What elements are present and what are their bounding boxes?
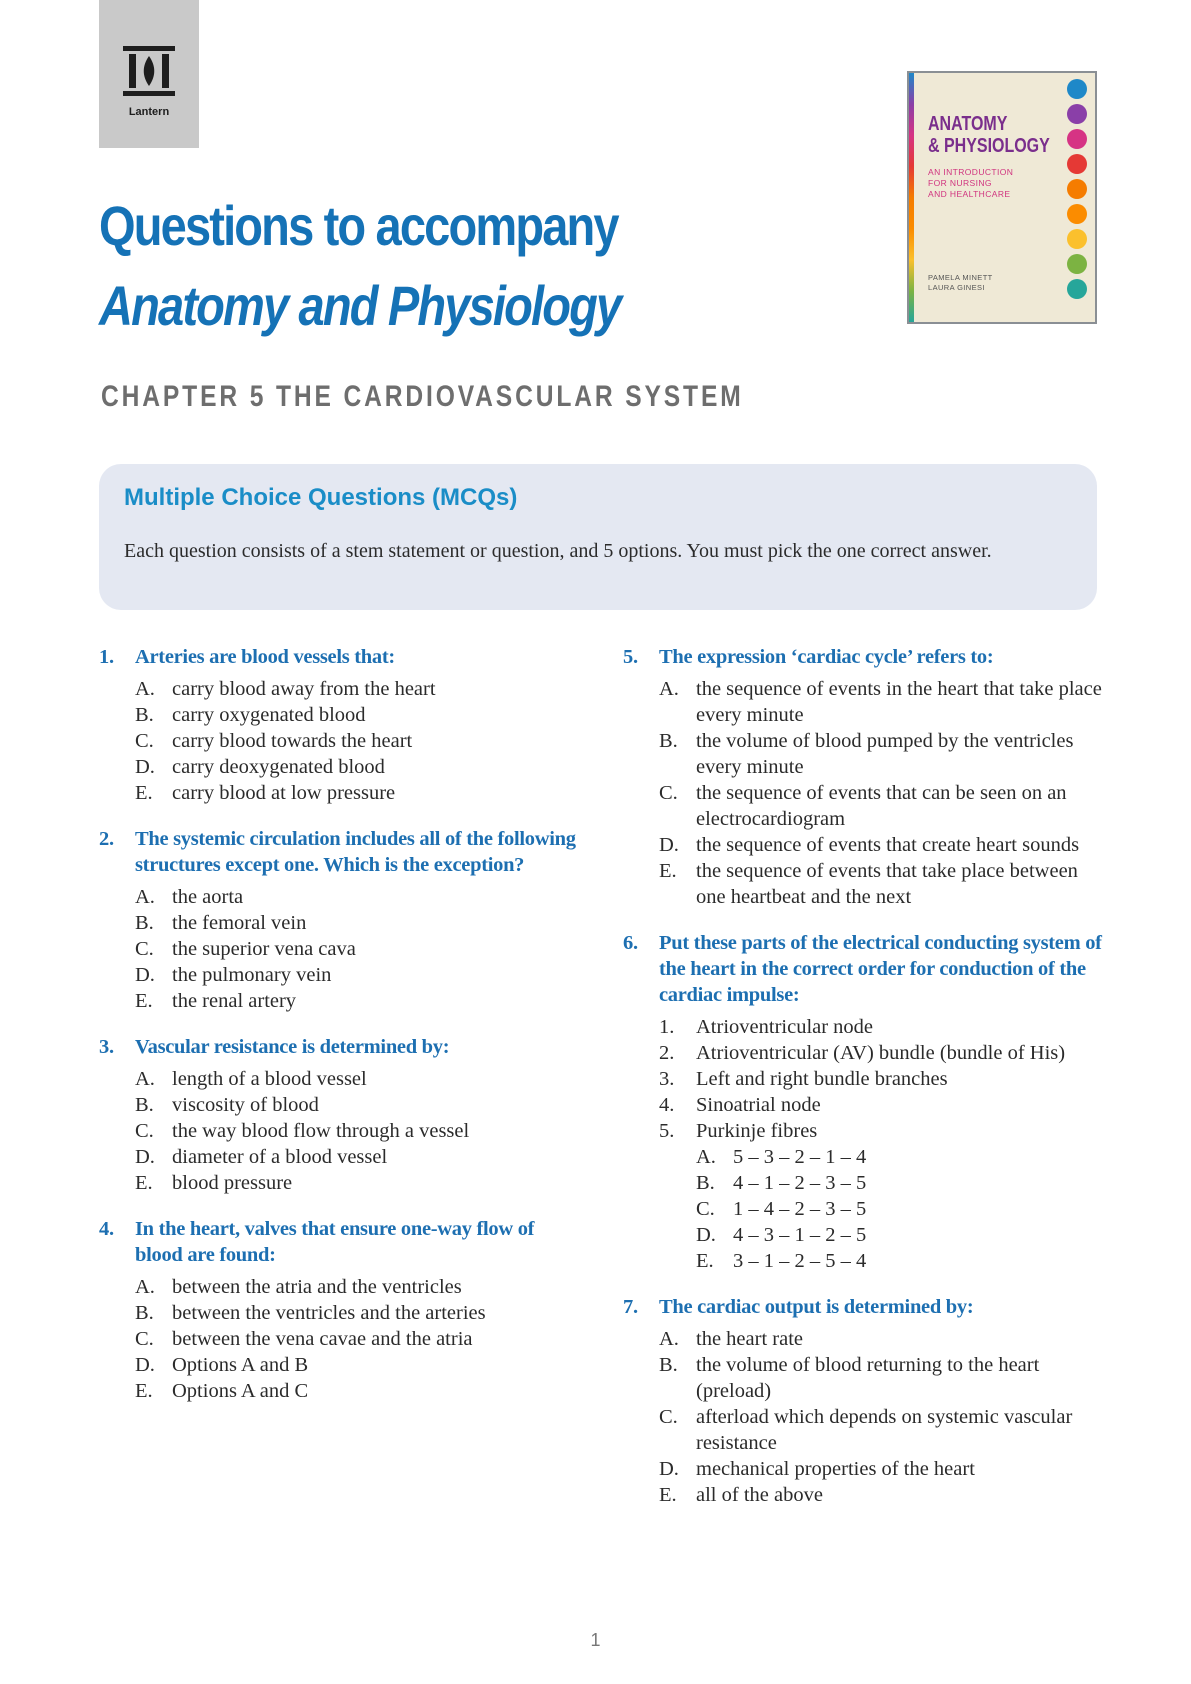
answer-option bbox=[659, 1352, 1103, 1404]
mcq-intro-box bbox=[99, 464, 1097, 610]
option-text: the heart rate bbox=[696, 1328, 803, 1350]
option-text: carry blood towards the heart bbox=[172, 730, 413, 752]
cover-title-line-2: & PHYSIOLOGY bbox=[928, 135, 1050, 157]
question-stem bbox=[623, 1294, 1103, 1320]
option-text: afterload which depends on systemic vascular resistance bbox=[696, 1406, 1073, 1454]
answer-option bbox=[135, 988, 579, 1014]
sequence-item bbox=[659, 1118, 1103, 1144]
question-text: The systemic circulation includes all of the following structures except one. Which is the exception? bbox=[135, 828, 576, 876]
option-letter: B. bbox=[696, 1172, 715, 1194]
body-system-icon bbox=[1067, 79, 1087, 99]
answer-option bbox=[135, 1274, 579, 1300]
sequence-item bbox=[659, 1014, 1103, 1040]
option-letter: E. bbox=[135, 1380, 153, 1402]
sequence-item bbox=[659, 1066, 1103, 1092]
option-text: Options A and B bbox=[172, 1354, 309, 1376]
option-text: 5 – 3 – 2 – 1 – 4 bbox=[733, 1146, 867, 1168]
question-stem bbox=[99, 1216, 579, 1268]
option-text: the volume of blood pumped by the ventricles every minute bbox=[696, 730, 1074, 778]
option-text: the sequence of events in the heart that take place every minute bbox=[696, 678, 1102, 726]
option-list bbox=[99, 676, 579, 806]
cover-subtitle-line-1: AN INTRODUCTION bbox=[928, 167, 1014, 177]
answer-option bbox=[135, 676, 579, 702]
option-letter: C. bbox=[135, 730, 154, 752]
question-7 bbox=[623, 1294, 1103, 1508]
answer-option bbox=[659, 1482, 1103, 1508]
body-system-icon bbox=[1067, 154, 1087, 174]
question-number: 3. bbox=[99, 1036, 114, 1058]
title-line-2: Anatomy and Physiology bbox=[99, 274, 621, 337]
option-text: blood pressure bbox=[172, 1172, 293, 1194]
answer-option bbox=[135, 1144, 579, 1170]
option-list bbox=[99, 1066, 579, 1196]
answer-option bbox=[135, 962, 579, 988]
option-letter: E. bbox=[135, 782, 153, 804]
body-system-icon bbox=[1067, 179, 1087, 199]
answer-option bbox=[135, 754, 579, 780]
answer-option bbox=[659, 832, 1103, 858]
question-stem bbox=[99, 826, 579, 878]
answer-option bbox=[135, 780, 579, 806]
answer-option bbox=[135, 1378, 579, 1404]
option-text: between the atria and the ventricles bbox=[172, 1276, 462, 1298]
answer-option bbox=[135, 1326, 579, 1352]
cover-authors bbox=[928, 273, 993, 293]
answer-option bbox=[135, 1118, 579, 1144]
answer-option bbox=[135, 1352, 579, 1378]
option-letter: B. bbox=[659, 730, 678, 752]
option-text: the volume of blood returning to the heart (preload) bbox=[696, 1354, 1040, 1402]
option-text: the sequence of events that create heart sounds bbox=[696, 834, 1080, 856]
option-letter: B. bbox=[135, 1302, 154, 1324]
option-text: the pulmonary vein bbox=[172, 964, 332, 986]
option-text: 4 – 3 – 1 – 2 – 5 bbox=[733, 1224, 867, 1246]
option-text: between the ventricles and the arteries bbox=[172, 1302, 486, 1324]
page-title bbox=[99, 186, 620, 346]
sub-option bbox=[696, 1222, 1103, 1248]
page-number: 1 bbox=[590, 1630, 601, 1650]
option-letter: D. bbox=[135, 1146, 155, 1168]
option-letter: D. bbox=[135, 1354, 155, 1376]
option-text: the aorta bbox=[172, 886, 244, 908]
option-letter: E. bbox=[135, 990, 153, 1012]
question-text: Put these parts of the electrical conducting system of the heart in the correct order for conduction of the cardiac impulse: bbox=[659, 932, 1102, 1006]
option-text: carry oxygenated blood bbox=[172, 704, 366, 726]
option-letter: D. bbox=[659, 834, 679, 856]
option-letter: D. bbox=[659, 1458, 679, 1480]
option-list bbox=[99, 884, 579, 1014]
order-option-list bbox=[659, 1144, 1103, 1274]
option-letter: E. bbox=[135, 1172, 153, 1194]
answer-option bbox=[135, 1092, 579, 1118]
chapter-heading: CHAPTER 5 THE CARDIOVASCULAR SYSTEM bbox=[101, 380, 744, 413]
answer-option bbox=[135, 910, 579, 936]
option-letter: A. bbox=[135, 1276, 155, 1298]
option-text: diameter of a blood vessel bbox=[172, 1146, 388, 1168]
question-number: 2. bbox=[99, 828, 114, 850]
item-number: 5. bbox=[659, 1120, 675, 1142]
question-3 bbox=[99, 1034, 579, 1196]
cover-icon-column bbox=[1067, 79, 1089, 299]
answer-option bbox=[659, 1456, 1103, 1482]
answer-option bbox=[135, 1170, 579, 1196]
option-text: the way blood flow through a vessel bbox=[172, 1120, 470, 1142]
title-line-1: Questions to accompany bbox=[99, 194, 618, 257]
option-text: the sequence of events that take place between one heartbeat and the next bbox=[696, 860, 1078, 908]
question-text: Arteries are blood vessels that: bbox=[135, 646, 395, 668]
questions-right-column bbox=[623, 644, 1103, 1528]
option-letter: C. bbox=[135, 1328, 154, 1350]
option-letter: C. bbox=[659, 782, 678, 804]
question-text: The cardiac output is determined by: bbox=[659, 1296, 974, 1318]
question-stem bbox=[623, 930, 1103, 1008]
option-text: the superior vena cava bbox=[172, 938, 356, 960]
option-text: between the vena cavae and the atria bbox=[172, 1328, 473, 1350]
option-letter: B. bbox=[659, 1354, 678, 1376]
cover-author-2: LAURA GINESI bbox=[928, 283, 985, 292]
question-text: In the heart, valves that ensure one-way flow of blood are found: bbox=[135, 1218, 535, 1266]
question-2 bbox=[99, 826, 579, 1014]
option-list bbox=[623, 1326, 1103, 1508]
mcq-instructions: Each question consists of a stem statement or question, and 5 options. You must pick the one correct answer. bbox=[124, 540, 992, 562]
option-text: all of the above bbox=[696, 1484, 823, 1506]
cover-subtitle bbox=[928, 167, 1013, 200]
questions-left-column bbox=[99, 644, 579, 1424]
answer-option bbox=[659, 780, 1103, 832]
option-text: carry blood away from the heart bbox=[172, 678, 436, 700]
item-text: Atrioventricular (AV) bundle (bundle of His) bbox=[696, 1042, 1066, 1064]
option-text: 3 – 1 – 2 – 5 – 4 bbox=[733, 1250, 867, 1272]
option-letter: A. bbox=[135, 678, 155, 700]
option-letter: B. bbox=[135, 1094, 154, 1116]
option-letter: C. bbox=[135, 938, 154, 960]
option-list bbox=[623, 1014, 1103, 1274]
question-text: Vascular resistance is determined by: bbox=[135, 1036, 450, 1058]
option-letter: D. bbox=[696, 1224, 716, 1246]
option-text: the renal artery bbox=[172, 990, 297, 1012]
answer-option bbox=[135, 1066, 579, 1092]
option-letter: C. bbox=[135, 1120, 154, 1142]
question-1 bbox=[99, 644, 579, 806]
cover-subtitle-line-3: AND HEALTHCARE bbox=[928, 189, 1011, 199]
question-stem bbox=[99, 1034, 579, 1060]
option-text: viscosity of blood bbox=[172, 1094, 319, 1116]
question-number: 1. bbox=[99, 646, 114, 668]
body-system-icon bbox=[1067, 104, 1087, 124]
option-letter: A. bbox=[696, 1146, 716, 1168]
answer-option bbox=[659, 1404, 1103, 1456]
option-letter: E. bbox=[696, 1250, 714, 1272]
item-text: Left and right bundle branches bbox=[696, 1068, 948, 1090]
option-list bbox=[99, 1274, 579, 1404]
answer-option bbox=[135, 936, 579, 962]
question-stem bbox=[623, 644, 1103, 670]
item-text: Atrioventricular node bbox=[696, 1016, 874, 1038]
cover-title bbox=[928, 113, 1050, 157]
option-letter: A. bbox=[659, 1328, 679, 1350]
option-text: Options A and C bbox=[172, 1380, 309, 1402]
question-number: 6. bbox=[623, 932, 638, 954]
option-text: 4 – 1 – 2 – 3 – 5 bbox=[733, 1172, 867, 1194]
order-options bbox=[659, 1144, 1103, 1274]
question-number: 5. bbox=[623, 646, 638, 668]
option-text: length of a blood vessel bbox=[172, 1068, 367, 1090]
question-6 bbox=[623, 930, 1103, 1274]
cover-subtitle-line-2: FOR NURSING bbox=[928, 178, 992, 188]
body-system-icon bbox=[1067, 229, 1087, 249]
question-text: The expression ‘cardiac cycle’ refers to: bbox=[659, 646, 994, 668]
option-text: 1 – 4 – 2 – 3 – 5 bbox=[733, 1198, 867, 1220]
question-5 bbox=[623, 644, 1103, 910]
body-system-icon bbox=[1067, 204, 1087, 224]
answer-option bbox=[659, 858, 1103, 910]
option-text: the sequence of events that can be seen on an electrocardiogram bbox=[696, 782, 1067, 830]
answer-option bbox=[135, 1300, 579, 1326]
option-letter: A. bbox=[135, 1068, 155, 1090]
option-letter: E. bbox=[659, 1484, 677, 1506]
option-letter: C. bbox=[659, 1406, 678, 1428]
question-4 bbox=[99, 1216, 579, 1404]
option-letter: A. bbox=[135, 886, 155, 908]
sub-option bbox=[696, 1248, 1103, 1274]
option-letter: D. bbox=[135, 964, 155, 986]
answer-option bbox=[659, 1326, 1103, 1352]
item-text: Sinoatrial node bbox=[696, 1094, 821, 1116]
option-text: mechanical properties of the heart bbox=[696, 1458, 975, 1480]
option-letter: A. bbox=[659, 678, 679, 700]
item-number: 1. bbox=[659, 1016, 675, 1038]
publisher-logo bbox=[99, 0, 199, 148]
answer-option bbox=[135, 702, 579, 728]
option-text: carry blood at low pressure bbox=[172, 782, 396, 804]
question-number: 7. bbox=[623, 1296, 638, 1318]
item-text: Purkinje fibres bbox=[696, 1120, 818, 1142]
sub-option bbox=[696, 1170, 1103, 1196]
option-letter: B. bbox=[135, 912, 154, 934]
sequence-item bbox=[659, 1092, 1103, 1118]
question-number: 4. bbox=[99, 1218, 114, 1240]
sub-option bbox=[696, 1144, 1103, 1170]
question-stem bbox=[99, 644, 579, 670]
option-letter: C. bbox=[696, 1198, 715, 1220]
item-number: 3. bbox=[659, 1068, 675, 1090]
lantern-logo-icon bbox=[123, 46, 175, 96]
book-cover bbox=[907, 71, 1097, 324]
cover-title-line-1: ANATOMY bbox=[928, 113, 1008, 135]
option-list bbox=[623, 676, 1103, 910]
answer-option bbox=[135, 884, 579, 910]
logo-text: Lantern bbox=[128, 106, 170, 118]
option-letter: E. bbox=[659, 860, 677, 882]
sequence-item bbox=[659, 1040, 1103, 1066]
option-text: carry deoxygenated blood bbox=[172, 756, 385, 778]
answer-option bbox=[659, 728, 1103, 780]
cover-author-1: PAMELA MINETT bbox=[928, 273, 993, 282]
option-letter: D. bbox=[135, 756, 155, 778]
option-text: the femoral vein bbox=[172, 912, 307, 934]
body-system-icon bbox=[1067, 279, 1087, 299]
item-number: 4. bbox=[659, 1094, 675, 1116]
sub-option bbox=[696, 1196, 1103, 1222]
body-system-icon bbox=[1067, 129, 1087, 149]
option-letter: B. bbox=[135, 704, 154, 726]
body-system-icon bbox=[1067, 254, 1087, 274]
mcq-heading: Multiple Choice Questions (MCQs) bbox=[124, 484, 518, 511]
answer-option bbox=[659, 676, 1103, 728]
cover-color-stripe bbox=[909, 73, 914, 322]
item-number: 2. bbox=[659, 1042, 675, 1064]
answer-option bbox=[135, 728, 579, 754]
